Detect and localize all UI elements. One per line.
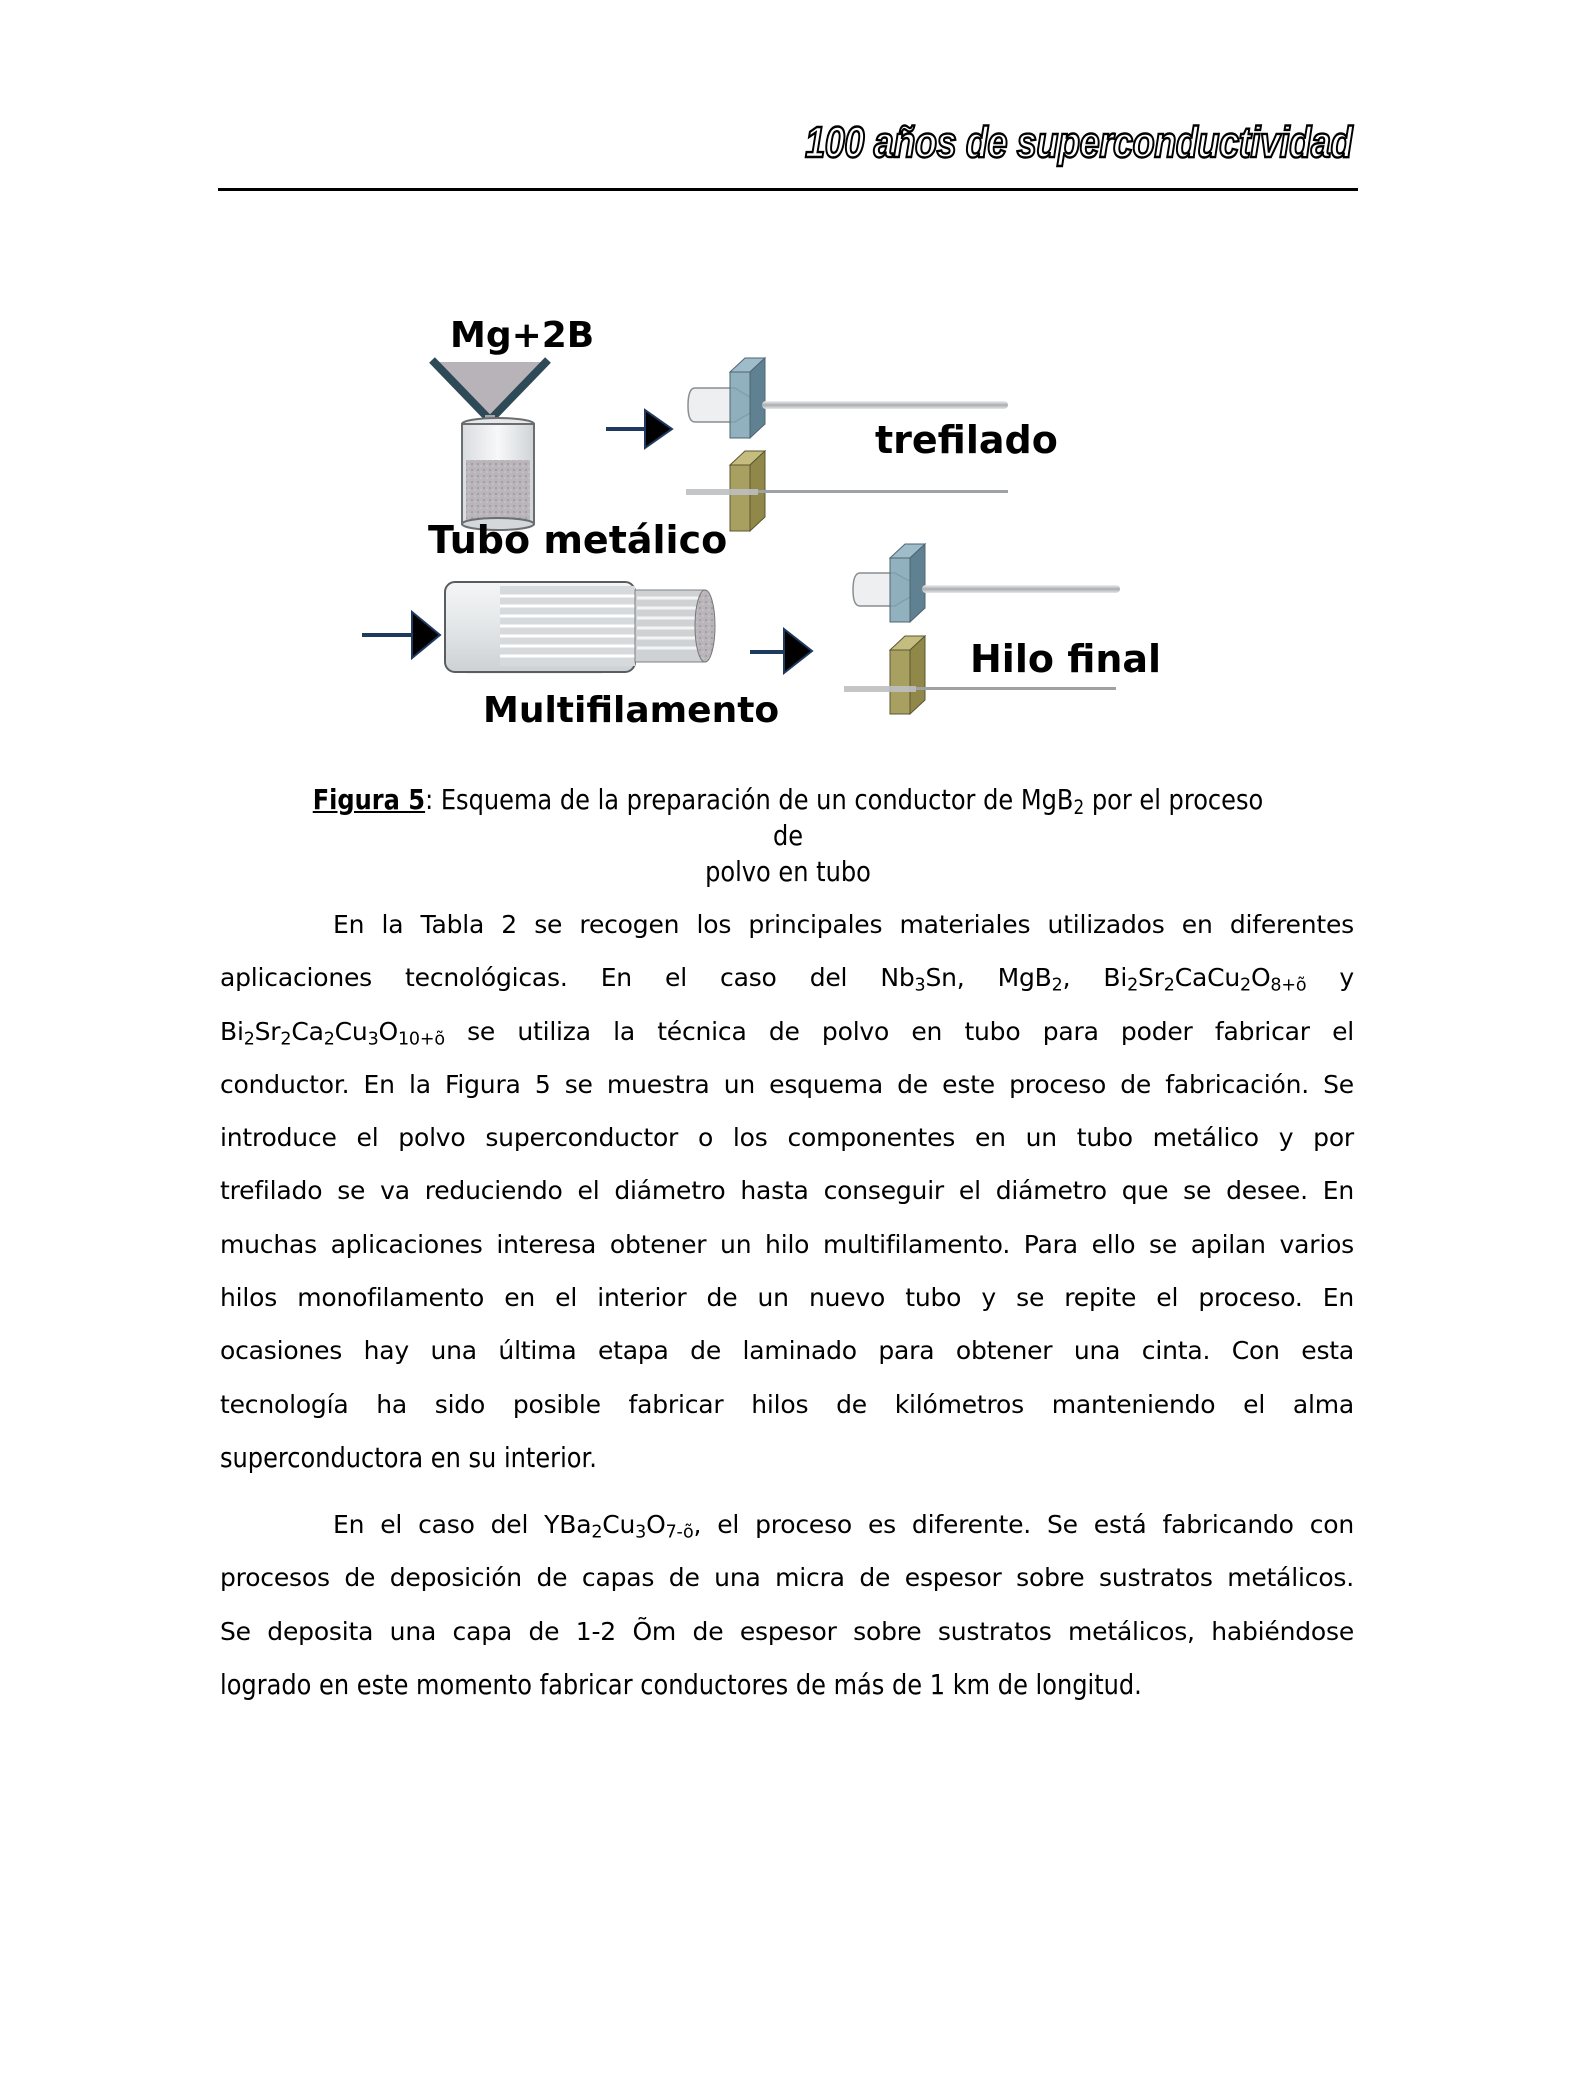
text-line: tecnología ha sido posible fabricar hilos de kilómetros manteniendo el alma (220, 1389, 1354, 1419)
text-fragment: , Bi (1062, 963, 1128, 993)
subscript: 2 (1240, 975, 1251, 996)
text-line: procesos de deposición de capas de una micra de espesor sobre sustratos metálicos. (220, 1563, 1354, 1593)
text-fragment: O (378, 1016, 398, 1046)
paragraph-1 (220, 898, 1354, 1484)
drawing-die-blue-icon (853, 544, 1120, 622)
subscript: 2 (1127, 975, 1139, 996)
label-powder: Mg+2B (450, 315, 595, 356)
caption-subscript: 2 (1073, 795, 1085, 819)
text-line: hilos monofilamento en el interior de un nuevo tubo y se repite el proceso. En (220, 1283, 1354, 1313)
text-fragment: Cu (602, 1510, 636, 1539)
text-fragment: Sr (1138, 963, 1164, 993)
label-multifilament: Multifilamento (483, 690, 780, 731)
text-fragment: En el caso del YBa (333, 1510, 592, 1539)
caption-line-2: polvo en tubo (705, 855, 871, 888)
subscript: 3 (914, 975, 926, 996)
caption-text: por el proceso de (772, 783, 1264, 852)
text-line (220, 1498, 1354, 1551)
subscript: 2 (280, 1028, 292, 1049)
text-line: introduce el polvo superconductor o los componentes en un tubo metálico y por (220, 1123, 1354, 1153)
text-line: trefilado se va reduciendo el diámetro hasta conseguir el diámetro que se desee. En (220, 1176, 1354, 1206)
subscript: 2 (591, 1522, 603, 1543)
text-fragment: Ca (291, 1016, 324, 1046)
text-line: conductor. En la Figura 5 se muestra un esquema de este proceso de fabricación. Se (220, 1069, 1354, 1099)
subscript: 3 (635, 1522, 647, 1543)
subscript: 2 (243, 1028, 255, 1049)
figure-caption (298, 782, 1278, 890)
subscript: 2 (1163, 975, 1175, 996)
text-fragment: O (1250, 963, 1271, 993)
text-fragment: Bi (220, 1016, 244, 1046)
text-fragment: Sr (254, 1016, 281, 1046)
text-fragment: CaCu (1174, 963, 1240, 993)
subscript: 3 (367, 1028, 379, 1049)
text-fragment: O (646, 1510, 666, 1539)
subscript: 7-õ (665, 1522, 694, 1543)
text-line (220, 951, 1354, 1004)
subscript: 2 (1051, 975, 1063, 996)
text-line: logrado en este momento fabricar conductores de más de 1 km de longitud. (220, 1667, 1142, 1701)
text-fragment: y (1306, 963, 1355, 993)
subscript: 8+õ (1270, 975, 1307, 996)
metal-tube-filling-icon (462, 418, 534, 530)
text-line: superconductora en su interior. (220, 1440, 597, 1474)
arrow-right-icon (606, 410, 672, 448)
paragraph-2 (220, 1498, 1354, 1711)
header-rule (218, 188, 1358, 191)
caption-text: : Esquema de la preparación de un conductor de MgB (425, 783, 1074, 816)
text-fragment: aplicaciones tecnológicas. En el caso del Nb (220, 963, 915, 993)
text-line: En la Tabla 2 se recogen los principales materiales utilizados en diferentes (333, 910, 1354, 939)
label-metal-tube: Tubo metálico (428, 518, 728, 562)
text-line: muchas aplicaciones interesa obtener un hilo multifilamento. Para ello se apilan varios (220, 1229, 1354, 1259)
figure-reference: Figura 5 (312, 783, 426, 816)
arrow-right-icon (750, 629, 812, 673)
subscript: 2 (323, 1028, 335, 1049)
text-fragment: , el proceso es diferente. Se está fabricando con (693, 1510, 1354, 1539)
caption-line-1 (298, 782, 1278, 854)
text-fragment: Sn, MgB (925, 963, 1052, 993)
arrow-right-icon (362, 612, 440, 658)
text-line (220, 1005, 1354, 1058)
figure-5-diagram (350, 300, 1190, 750)
label-drawing: trefilado (875, 418, 1058, 462)
text-fragment: se utiliza la técnica de polvo en tubo para poder fabricar el (444, 1016, 1354, 1046)
text-line: Se deposita una capa de 1-2 Õm de espesor sobre sustratos metálicos, habiéndose (220, 1616, 1354, 1646)
text-line: ocasiones hay una última etapa de laminado para obtener una cinta. Con esta (220, 1336, 1354, 1366)
drawing-die-olive-icon (686, 451, 1008, 531)
label-final-wire: Hilo final (970, 637, 1162, 681)
running-header-title: 100 años de superconductividad (804, 118, 1352, 167)
text-fragment: Cu (334, 1016, 368, 1046)
subscript: 10+õ (397, 1028, 445, 1049)
multifilament-tube-icon (445, 582, 715, 674)
